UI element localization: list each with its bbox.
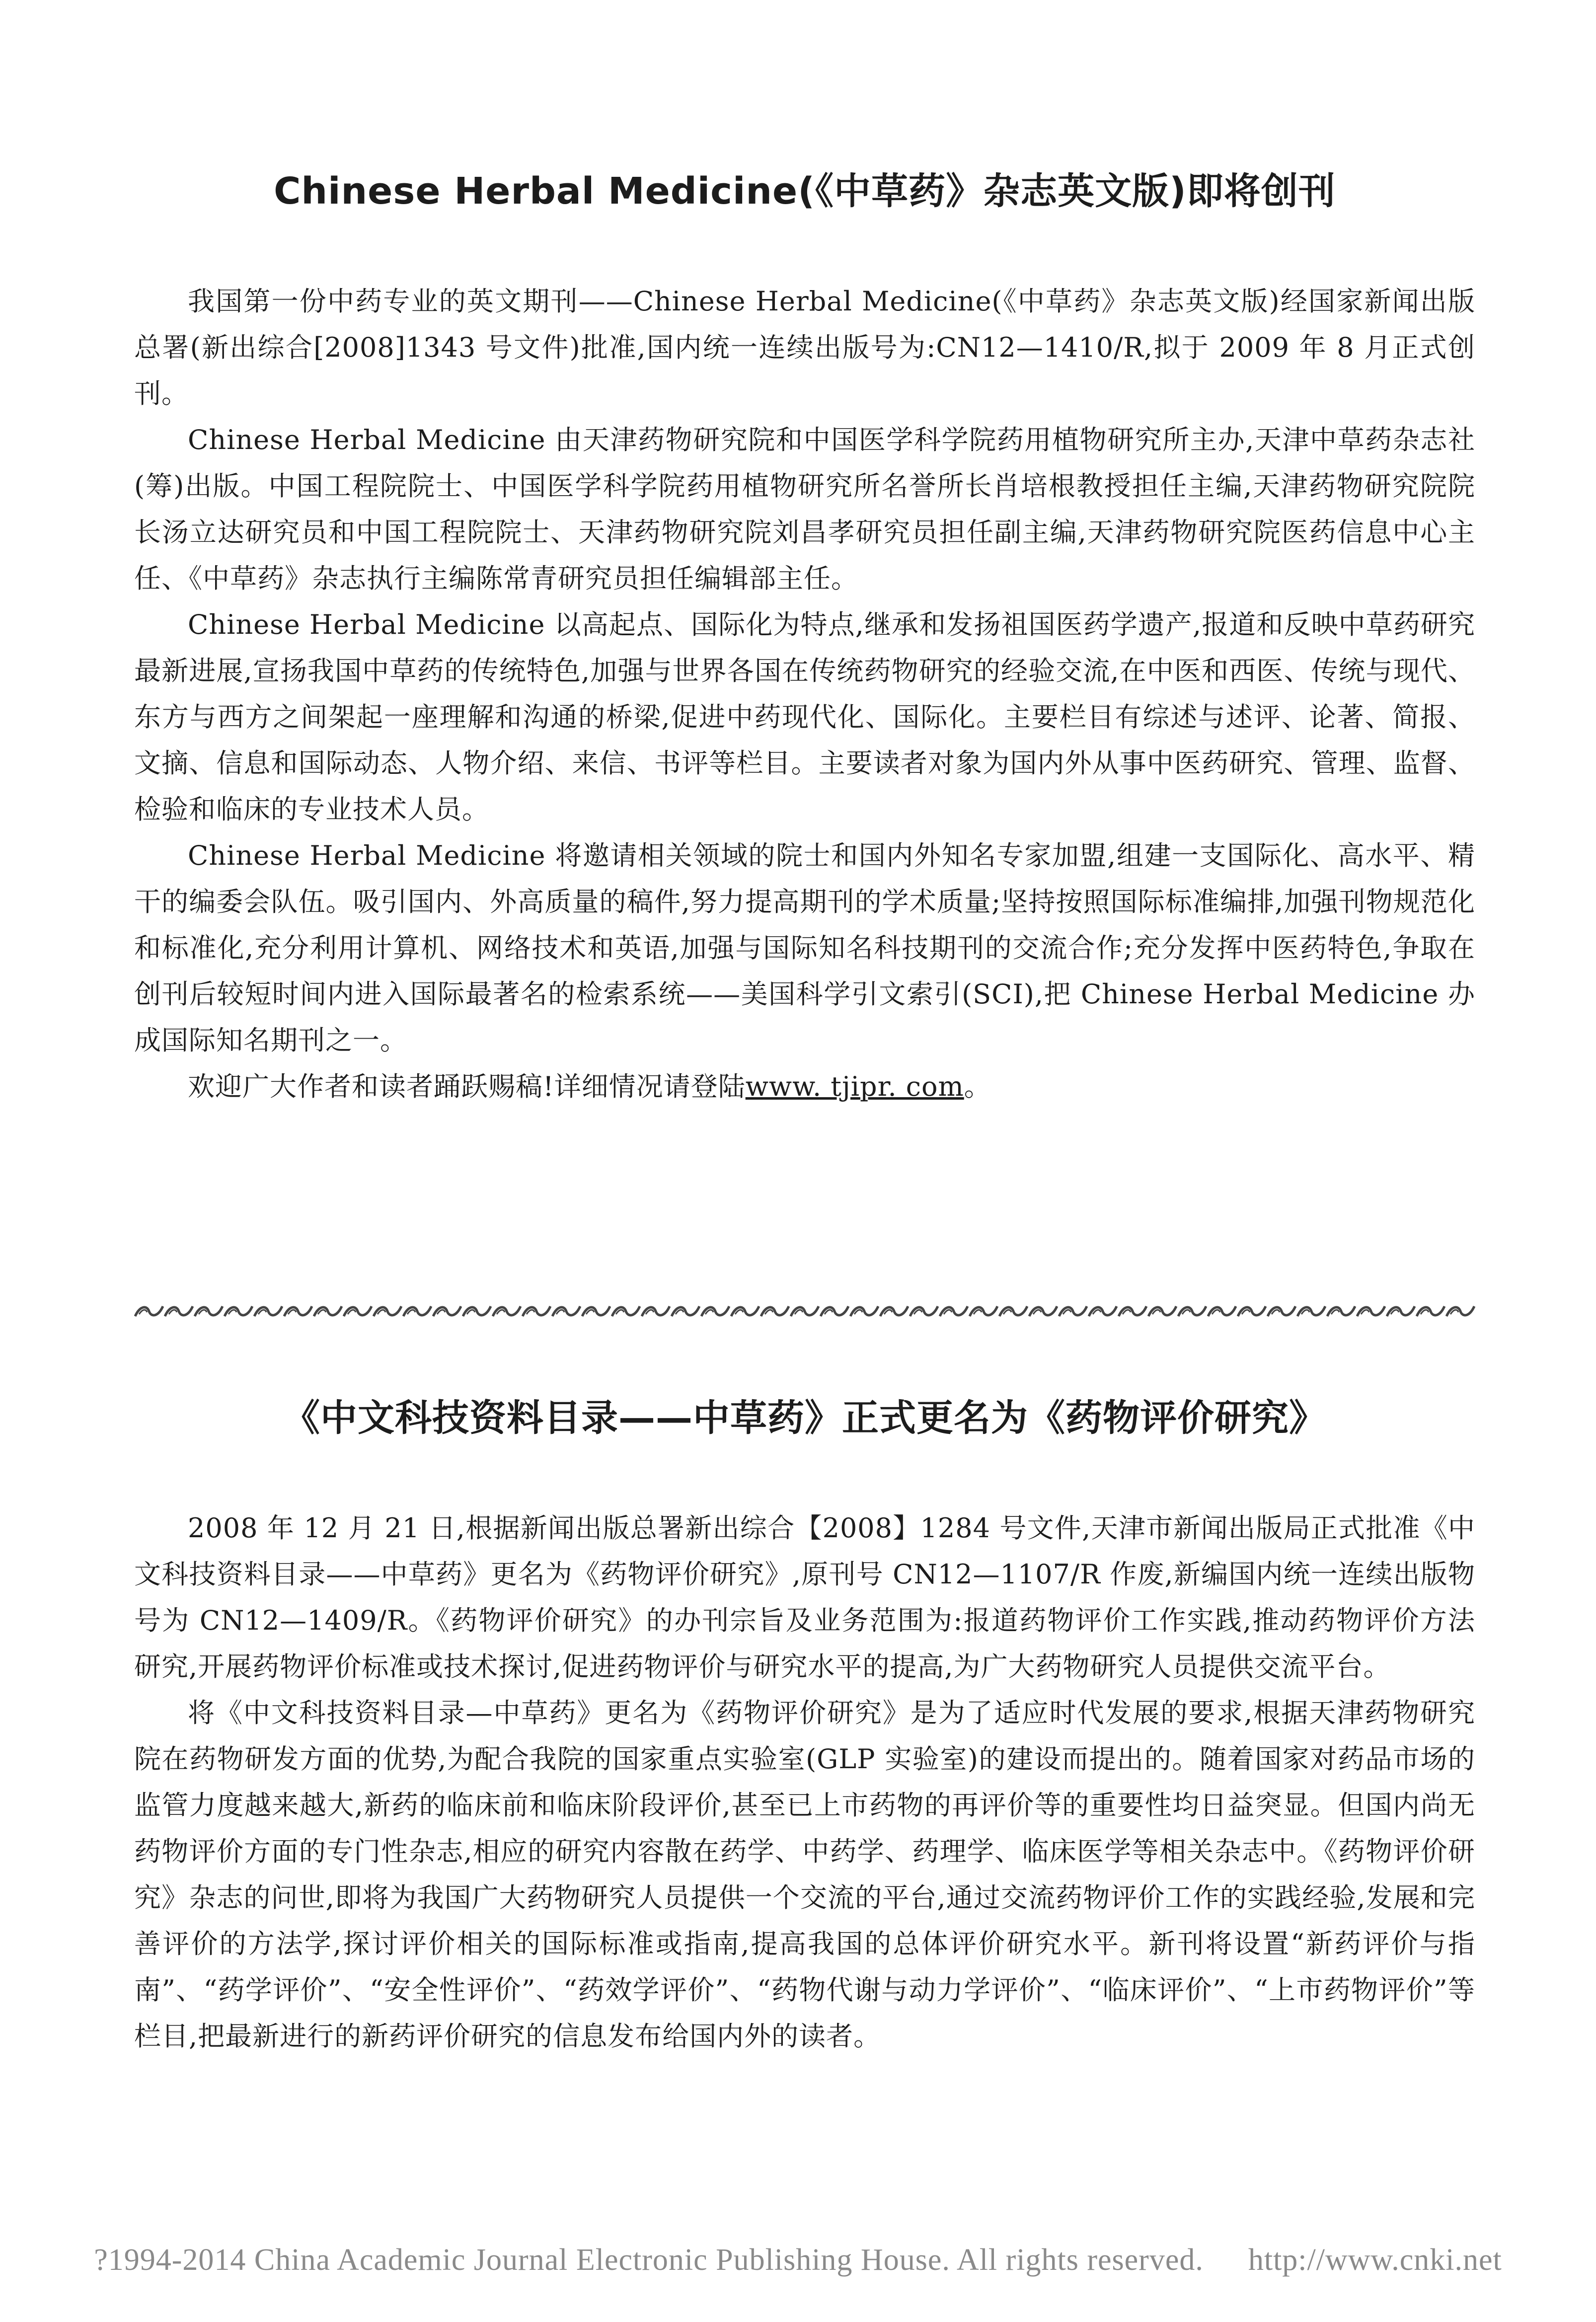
- closing-paragraph: [134, 1063, 1475, 1110]
- website-link[interactable]: www. tjipr. com: [745, 1071, 964, 1102]
- article-paragraph: Chinese Herbal Medicine 将邀请相关领域的院士和国内外知名专家加盟,组建一支国际化、高水平、精干的编委会队伍。吸引国内、外高质量的稿件,努力提高期刊的学术质量;坚持按照国际标准编排,加强刊物规范化和标准化,充分利用计算机、网络技术和英语,加强与国际知名科技期刊的交流合作;充分发挥中医药特色,争取在创刊后较短时间内进入国际最著名的检索系统——美国科学引文索引(SCI),把 Chinese Herbal Medicine 办成国际知名期刊之一。: [134, 840, 1475, 1056]
- copyright-text: ?1994-2014 China Academic Journal Electronic Publishing House. All rights reserved.: [94, 2243, 1204, 2277]
- article-drug-evaluation-research: [134, 1391, 1475, 2059]
- closing-punctuation: 。: [964, 1071, 991, 1102]
- article-paragraph: Chinese Herbal Medicine 以高起点、国际化为特点,继承和发扬祖国医药学遗产,报道和反映中草药研究最新进展,宣扬我国中草药的传统特色,加强与世界各国在传统药物研究的经验交流,在中医和西医、传统与现代、东方与西方之间架起一座理解和沟通的桥梁,促进中药现代化、国际化。主要栏目有综述与述评、论著、简报、文摘、信息和国际动态、人物介绍、来信、书评等栏目。主要读者对象为国内外从事中医药研究、管理、监督、检验和临床的专业技术人员。: [134, 609, 1475, 825]
- article-paragraph: 2008 年 12 月 21 日,根据新闻出版总署新出综合【2008】1284 号文件,天津市新闻出版局正式批准《中文科技资料目录——中草药》更名为《药物评价研究》,原刊号 CN12—1107/R 作废,新编国内统一连续出版物号为 CN12—1409/R。《药物评价研究》的办刊宗旨及业务范围为:报道药物评价工作实践,推动药物评价方法研究,开展药物评价标准或技术探讨,促进药物评价与研究水平的提高,为广大药物研究人员提供交流平台。: [134, 1512, 1475, 1682]
- article-title: 《中文科技资料目录——中草药》正式更名为《药物评价研究》: [283, 1397, 1326, 1439]
- closing-text: 欢迎广大作者和读者踊跃赐稿!详细情况请登陆: [188, 1071, 746, 1102]
- article-title: Chinese Herbal Medicine(《中草药》杂志英文版)即将创刊: [274, 170, 1336, 213]
- article-paragraph: 我国第一份中药专业的英文期刊——Chinese Herbal Medicine(《中草药》杂志英文版)经国家新闻出版总署(新出综合[2008]1343 号文件)批准,国内统一连续出版号为:CN12—1410/R,拟于 2009 年 8 月正式创刊。: [134, 286, 1475, 409]
- article-paragraph: 将《中文科技资料目录—中草药》更名为《药物评价研究》是为了适应时代发展的要求,根据天津药物研究院在药物研发方面的优势,为配合我院的国家重点实验室(GLP 实验室)的建设而提出的。随着国家对药品市场的监管力度越来越大,新药的临床前和临床阶段评价,甚至已上市药物的再评价等的重要性均日益突显。但国内尚无药物评价方面的专门性杂志,相应的研究内容散在药学、中药学、药理学、临床医学等相关杂志中。《药物评价研究》杂志的问世,即将为我国广大药物研究人员提供一个交流的平台,通过交流药物评价工作的实践经验,发展和完善评价的方法学,探讨评价相关的国际标准或指南,提高我国的总体评价研究水平。新刊将设置“新药评价与指南”、“药学评价”、“安全性评价”、“药效学评价”、“药物代谢与动力学评价”、“临床评价”、“上市药物评价”等栏目,把最新进行的新药评价研究的信息发布给国内外的读者。: [134, 1697, 1475, 2052]
- cnki-link[interactable]: http://www.cnki.net: [1248, 2243, 1502, 2277]
- ornamental-divider: [134, 1301, 1475, 1321]
- copyright-footer: [0, 2240, 1596, 2280]
- article-paragraph: Chinese Herbal Medicine 由天津药物研究院和中国医学科学院药用植物研究所主办,天津中草药杂志社(筹)出版。中国工程院院士、中国医学科学院药用植物研究所名誉所长肖培根教授担任主编,天津药物研究院院长汤立达研究员和中国工程院院士、天津药物研究院刘昌孝研究员担任副主编,天津药物研究院医药信息中心主任、《中草药》杂志执行主编陈常青研究员担任编辑部主任。: [134, 424, 1475, 594]
- article-chinese-herbal-medicine: [134, 164, 1475, 1110]
